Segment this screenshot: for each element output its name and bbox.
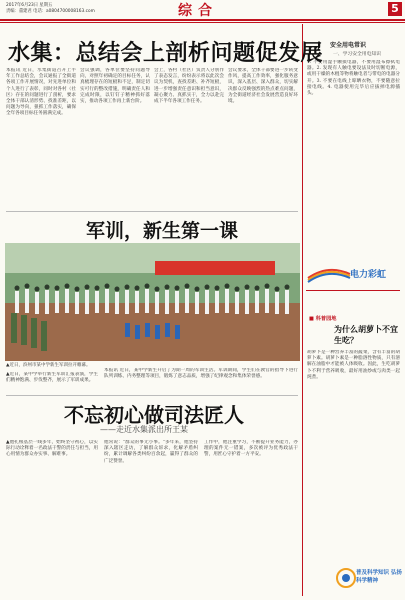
column-divider — [302, 24, 303, 596]
article2-headline: 军训，新生第一课 — [86, 220, 239, 242]
header-rule — [0, 19, 405, 21]
article3-col3: 工作中，他注重学习，不断提升业务能力，办理的案件无一错案，多次被评为优秀政法干警，用匠心守护着一方平安。 — [204, 440, 298, 458]
section-title: 综合 — [178, 3, 218, 19]
article1-col2: 会议强调，各单位要坚持问题导向，对照年初确定的目标任务，认真梳理存在的短板和不足，制定切实可行的整改措施，明确责任人和完成时限，以钉钉子精神抓好落实，推动各项工作再上新台阶。 — [80, 68, 150, 105]
article1-col1: 本报讯 近日，水集街道召开上半年工作总结会，会议通报了全街道各项工作开展情况，对先进单位和个人进行了表彰，同时对各村（社区）存在的问题进行了剖析，要求全体干部认清形势、找准差距，以问题为导向，狠抓工作落实，确保全年各项目标任务圆满完成。 — [6, 68, 76, 117]
masthead-info — [6, 3, 95, 15]
article1-headline: 水集：总结会上剖析问题促发展 — [8, 40, 324, 66]
kicker-label: 科普园地 — [315, 316, 337, 322]
article1-col4: 会议要求，全体干部要进一步转变作风，提高工作效率，强化服务意识，深入基层、深入群众，切实解决群众反映强烈的热点难点问题，为全街道经济社会发展营造良好环境。 — [228, 68, 298, 105]
issue-date: 2017年6月23日 星期五 — [6, 3, 53, 8]
article3-headline: 不忘初心做司法匠人 — [64, 403, 244, 427]
right-column-title: 安全用电常识 — [330, 42, 367, 49]
article3-col2: 他常说："群众的事无小事。"多年来，他坚持深入辖区走访，了解群众诉求，化解矛盾纠纷，累计调解各类纠纷百余起，赢得了群众的广泛赞誉。 — [104, 440, 198, 464]
carrot-headline: 为什么胡萝卜不宜生吃？ — [334, 324, 398, 345]
science-logo — [336, 563, 402, 593]
article3-col1: ▲他扎根基层一线多年，始终坚守初心，以实际行动诠释着一名政法干警的责任与担当，用心用情为群众办实事、解难事。 — [6, 440, 98, 458]
header-rule-thin — [0, 22, 405, 23]
separator — [6, 211, 298, 212]
right-column-body1: 1. 不要用湿手触摸电器，不要用湿布擦拭电器。2. 发现有人触电要设法及时切断电源，或用干燥的木棍等物将触电者与带电的电器分开。3. 不要在电线上晾晒衣物，不要随意拉接电线。4. 电器使用完毕后应拔掉电源插头。 — [307, 60, 400, 97]
article3-subhead: ——走近水集派出所王某 — [100, 425, 188, 434]
article2-col2: 本报讯 近日，某中学新生开启了为期一周的军训生活。军训期间，学生们在教官的指导下进行队列训练、内务整理等项目，锻炼了意志品质，增强了纪律观念和集体荣誉感。 — [104, 368, 298, 380]
photo-caption: ▲近日，滨州市某中学新生军训拉开帷幕。 — [6, 363, 91, 368]
divider — [306, 290, 400, 291]
right-column-subtitle: 一、学习安全用电知识 — [333, 52, 381, 57]
separator — [6, 395, 298, 396]
editor-contact: 责编：董建君 电话：a0804700008163.com — [6, 9, 95, 14]
military-training-photo — [5, 243, 300, 361]
power-rainbow-banner — [306, 262, 400, 284]
article2-col1: ▲近日，某中学举行新生军训汇报表演，学生们精神饱满、步伐整齐，展示了军训成果。 — [6, 372, 98, 384]
right-column-body2: 胡萝卜是一种营养丰富的蔬菜，含有丰富的胡萝卜素。胡萝卜素是一种脂溶性物质，只有溶解在油脂中才能被人体吸收。因此，生吃胡萝卜不利于营养吸收，最好用油炒或与肉类一起炖煮。 — [307, 350, 400, 380]
logo-slogan: 普及科学知识 弘扬科学精神 — [356, 570, 402, 584]
science-kicker: ■ 科普园地 — [309, 316, 337, 322]
article1-col3: 会上，各村（社区）负责人分别作了表态发言，纷纷表示将以此次会议为契机，查找差距、补齐短板，进一步增强责任意识和担当意识，凝心聚力、真抓实干，全力以赴完成下半年各项工作任务。 — [154, 68, 224, 105]
page-number: 5 — [388, 2, 402, 16]
banner-text: 电力彩虹 — [350, 270, 387, 280]
